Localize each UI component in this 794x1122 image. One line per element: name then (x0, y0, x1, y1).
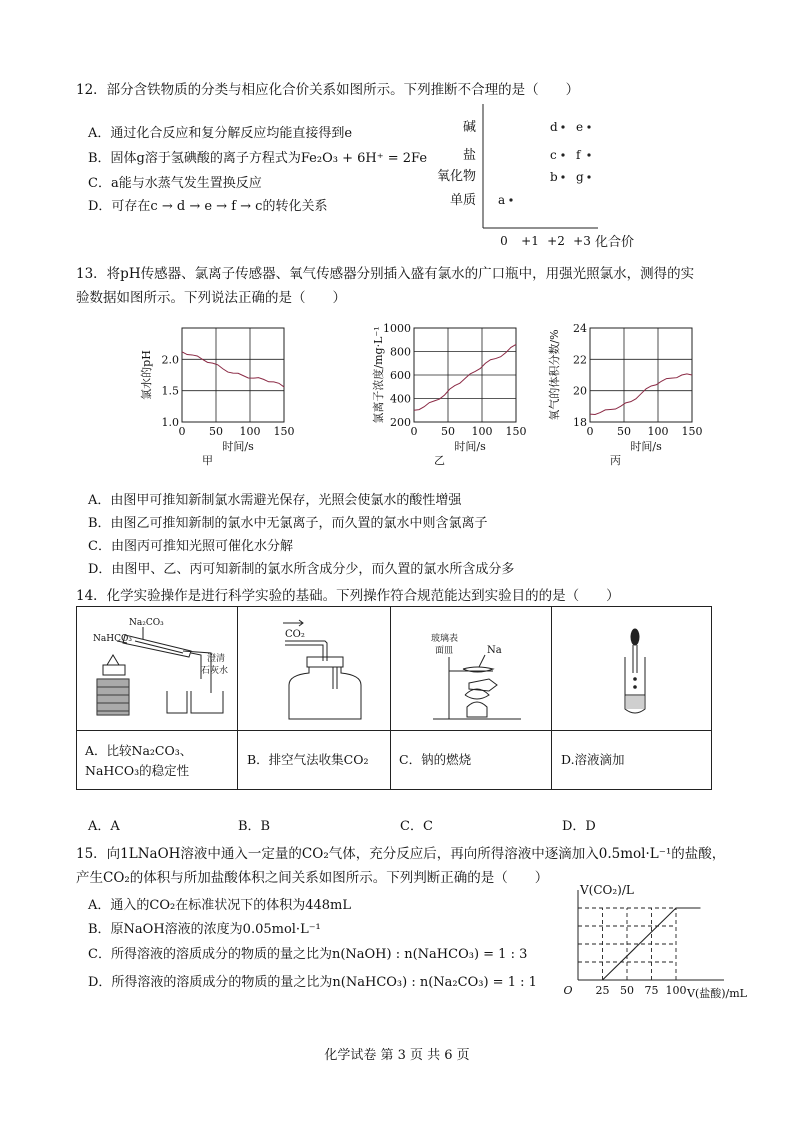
limewater-label-1: 澄清 (207, 654, 226, 664)
q14-caption-a: A．比较Na₂CO₃、NaHCO₃的稳定性 (85, 743, 193, 778)
x-tick-label: 0 (410, 425, 418, 438)
q13-chart-2 (371, 322, 527, 467)
q15-stem-line2: 产生CO₂的体积与所加盐酸体积之间关系如图所示。下列判断正确的是（ ） (76, 870, 549, 886)
q15-option-b: B．原NaOH溶液的浓度为0.05mol·L⁻¹ (88, 922, 321, 937)
y-tick-label: 1.0 (161, 416, 179, 429)
x-tick-label: 50 (617, 425, 631, 438)
point-label-f: f (576, 148, 581, 162)
q12-option-d: D．可存在c → d → e → f → c的转化关系 (88, 199, 328, 214)
q14-apparatus-table (76, 606, 712, 790)
sodium-burning-apparatus (397, 613, 547, 725)
q13-chart-1 (139, 328, 295, 467)
chart-title: 丙 (610, 454, 621, 467)
x-axis-label: 化合价 (595, 235, 635, 250)
y-tick-label: 24 (573, 322, 587, 335)
x-tick-label: 100 (665, 984, 687, 997)
gas-bottle-apparatus (245, 613, 385, 725)
point-dot-a (509, 198, 512, 201)
y-axis-label: 氧气的体积分数/% (548, 329, 561, 421)
q15-option-d: D．所得溶液的溶质成分的物质的量之比为n(NaHCO₃) : n(Na₂CO₃) = 1 : 1 (88, 975, 537, 990)
y-tick-label: 400 (390, 392, 411, 406)
x-axis-label: V(盐酸)/mL (687, 987, 747, 1000)
q14-answer-b: B．B (238, 819, 271, 834)
x-tick-label: 25 (595, 984, 610, 997)
q14-answer-c: C．C (400, 819, 433, 834)
x-tick-label: 50 (209, 425, 223, 438)
y-tick-label: 22 (573, 353, 587, 367)
x-tick-2: +2 (547, 234, 565, 248)
point-dot-g (587, 175, 590, 178)
y-axis-label: 氯离子浓度/mg·L⁻¹ (372, 326, 385, 424)
point-dot-c (561, 153, 564, 156)
row-label-oxide: 氧化物 (436, 169, 476, 184)
x-axis-label: 时间/s (454, 440, 486, 453)
q13-option-d: D．由图甲、乙、丙可知新制的氯水所含成分少，而久置的氯水所含成分多 (88, 562, 515, 577)
y-tick-label: 2.0 (161, 353, 179, 367)
q13-option-b: B．由图乙可推知新制的氯水中无氯离子，而久置的氯水中则含氯离子 (88, 516, 488, 531)
point-label-a: a (498, 193, 506, 207)
q12-stem: 12．部分含铁物质的分类与相应化合价关系如图所示。下列推断不合理的是（ ） (76, 82, 580, 98)
x-tick-label: O (563, 984, 573, 997)
series-line (590, 374, 692, 415)
na-label: Na (487, 645, 502, 656)
point-dot-d (561, 125, 564, 128)
y-axis-label: V(CO₂)/L (580, 883, 634, 897)
heating-tubes-apparatus (83, 613, 233, 725)
q15-co2-chart (534, 880, 774, 1008)
y-tick-label: 1000 (383, 322, 411, 335)
row-label-element: 单质 (449, 193, 476, 208)
row-label-salt: 盐 (462, 148, 476, 163)
series-line (414, 344, 516, 410)
q12-option-a: A．通过化合反应和复分解反应均能直接得到e (88, 126, 353, 141)
q15-stem-line1: 15．向1LNaOH溶液中通入一定量的CO₂气体，充分反应后，再向所得溶液中逐滴加入0.5mol·L⁻¹的盐酸， (76, 846, 726, 862)
x-tick-label: 150 (681, 425, 703, 438)
q12-valence-chart (420, 100, 660, 250)
x-tick-label: 0 (586, 425, 594, 438)
glass-label-2: 面皿 (435, 646, 454, 656)
point-label-c: c (550, 148, 557, 162)
q13-charts (130, 318, 770, 476)
x-tick-0: 0 (500, 234, 508, 248)
x-tick-label: 100 (239, 425, 261, 438)
x-axis-label: 时间/s (630, 440, 662, 453)
q13-option-a: A．由图甲可推知新制氯水需避光保存，光照会使氯水的酸性增强 (88, 493, 462, 508)
q14-caption-b: B．排空气法收集CO₂ (247, 752, 369, 767)
series-line (182, 352, 284, 387)
q13-stem-line2: 验数据如图所示。下列说法正确的是（ ） (76, 290, 346, 306)
q15-option-c: C．所得溶液的溶质成分的物质的量之比为n(NaOH) : n(NaHCO₃) = 1 : 3 (88, 947, 528, 962)
glass-label-1: 玻璃表 (431, 634, 459, 644)
x-tick-1: +1 (521, 234, 539, 248)
q14-caption-d: D.溶液滴加 (561, 752, 625, 767)
y-tick-label: 1.5 (161, 384, 179, 398)
q12-option-c: C．a能与水蒸气发生置换反应 (88, 176, 262, 191)
co2-label: CO₂ (285, 629, 305, 640)
dropper-apparatus (559, 613, 709, 725)
x-tick-label: 100 (471, 425, 493, 438)
y-tick-label: 200 (390, 416, 411, 429)
chart-title: 乙 (434, 454, 445, 467)
x-tick-label: 150 (273, 425, 295, 438)
chart-title: 甲 (202, 454, 213, 467)
point-dot-f (587, 153, 590, 156)
q13-option-c: C．由图丙可推知光照可催化水分解 (88, 539, 293, 554)
x-tick-3: +3 (573, 234, 591, 248)
row-label-base: 碱 (462, 120, 476, 135)
q14-caption-c: C．钠的燃烧 (399, 752, 472, 767)
point-label-g: g (576, 170, 584, 184)
y-tick-label: 20 (573, 384, 587, 398)
q15-option-a: A．通入的CO₂在标准状况下的体积为448mL (88, 898, 351, 913)
x-tick-label: 0 (178, 425, 186, 438)
q13-stem-line1: 13．将pH传感器、氯离子传感器、氧气传感器分别插入盛有氯水的广口瓶中，用强光照氯水，测得的实 (76, 266, 695, 282)
point-label-d: d (550, 120, 558, 134)
y-tick-label: 18 (573, 416, 587, 429)
q12-option-b: B．固体g溶于氢碘酸的离子方程式为Fe₂O₃ + 6H⁺ = 2Fe (88, 151, 428, 166)
x-tick-label: 50 (620, 984, 634, 997)
page-footer: 化学试卷 第 3 页 共 6 页 (324, 1048, 470, 1063)
x-tick-label: 50 (441, 425, 455, 438)
y-tick-label: 600 (390, 369, 411, 382)
limewater-label-2: 石灰水 (201, 666, 229, 676)
q14-stem: 14．化学实验操作是进行科学实验的基础。下列操作符合规范能达到实验目的的是（ ） (76, 588, 620, 604)
na2co3-label: Na₂CO₃ (129, 618, 164, 628)
point-dot-e (587, 125, 590, 128)
x-axis-label: 时间/s (222, 440, 254, 453)
co2-line (578, 908, 701, 980)
point-dot-b (561, 175, 564, 178)
q14-answer-a: A．A (88, 819, 120, 834)
point-label-b: b (550, 170, 558, 184)
x-tick-label: 150 (505, 425, 527, 438)
q13-chart-3 (547, 322, 703, 467)
q14-answer-d: D．D (562, 819, 596, 834)
y-axis-label: 氯水的pH (140, 350, 153, 400)
point-label-e: e (576, 120, 584, 134)
x-tick-label: 75 (644, 984, 659, 997)
x-tick-label: 100 (647, 425, 669, 438)
nahco3-label: NaHCO₃ (93, 634, 132, 644)
y-tick-label: 800 (390, 345, 411, 359)
